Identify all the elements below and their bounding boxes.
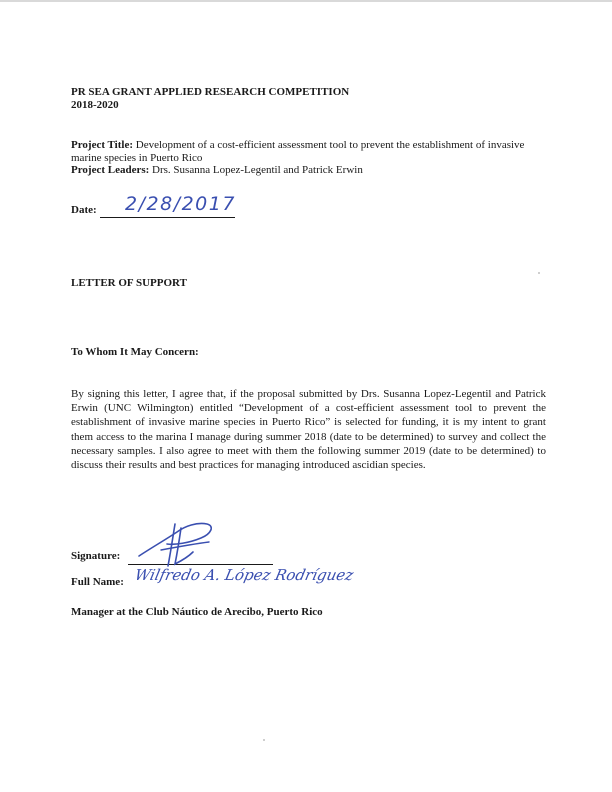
date-field — [71, 193, 546, 217]
signature-label: Signature: — [71, 550, 121, 562]
competition-years: 2018-2020 — [71, 98, 119, 111]
salutation: To Whom It May Concern: — [71, 346, 199, 358]
handwritten-signature — [131, 514, 241, 574]
page-top-border — [0, 0, 612, 2]
letter-body: By signing this letter, I agree that, if the proposal submitted by Drs. Susanna Lopez-Legentil and Patrick Erwin (UNC Wilmington) entitled “Development of a cost-efficient assessment tool to prevent the establishment of invasive marine species in Puerto Rico” is selected for funding, it is my intent to grant them access to the marina I manage during summer 2018 (date to be determined) to survey and collect the necessary samples. I also agree to meet with them the following summer 2019 (date to be determined) to discuss their results and best practices for managing introduced ascidian species. — [71, 388, 546, 472]
fullname-field — [71, 566, 546, 596]
signer-position: Manager at the Club Náutico de Arecibo, Puerto Rico — [71, 606, 323, 618]
competition-title: PR SEA GRANT APPLIED RESEARCH COMPETITION — [71, 86, 350, 98]
project-leaders-label: Project Leaders: — [71, 164, 150, 176]
date-handwritten-value: 2/28/2017 — [125, 193, 236, 215]
date-underline — [100, 217, 235, 218]
project-leaders-line — [71, 164, 546, 177]
project-leaders-value: Drs. Susanna Lopez-Legentil and Patrick Erwin — [152, 164, 363, 176]
fullname-handwritten-value: Wilfredo A. López Rodríguez — [133, 566, 356, 584]
scan-speck — [263, 739, 265, 741]
fullname-label: Full Name: — [71, 576, 124, 588]
scan-speck — [538, 272, 540, 274]
date-label: Date: — [71, 204, 97, 216]
letter-heading: LETTER OF SUPPORT — [71, 277, 187, 289]
project-info — [71, 139, 546, 177]
project-title-line — [71, 139, 546, 164]
project-title-label: Project Title: — [71, 139, 134, 151]
project-title-value: Development of a cost-efficient assessment tool to prevent the establishment of invasive marine species in Puerto Rico — [71, 139, 525, 164]
title-block — [71, 86, 546, 111]
